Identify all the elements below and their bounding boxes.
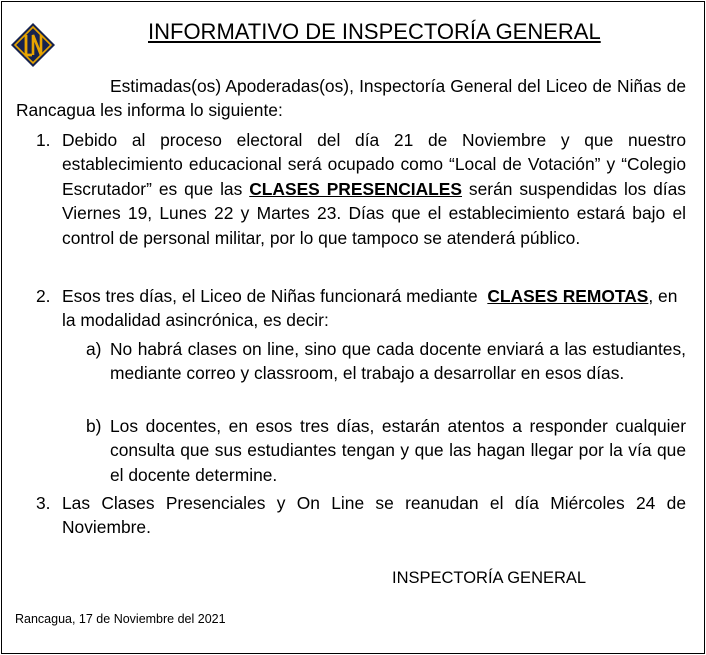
list-item: [62, 284, 686, 333]
item-text: , en la modalidad asincrónica, es decir:: [62, 286, 678, 331]
list-item-number: 3.: [36, 493, 51, 513]
list-item-number: 1.: [36, 130, 51, 150]
place-date: Rancagua, 17 de Noviembre del 2021: [15, 612, 226, 626]
sub-item: No habrá clases on line, sino que cada docente enviará a las estudiantes, mediante correo y classroom, el trabajo a desarrollar en esos días.: [110, 339, 686, 384]
intro-paragraph: Estimadas(os) Apoderadas(os), Inspectoría General del Liceo de Niñas de Rancagua les informa lo siguiente:: [16, 76, 686, 121]
school-logo-icon: [10, 22, 56, 68]
sub-item-letter: a): [86, 339, 102, 359]
item-text: Debido al proceso electoral del día 21 de Noviembre y que nuestro establecimiento educacional será ocupado como “Local de Votación” y “Colegio Escrutador” es que las: [62, 130, 686, 199]
list-item: [62, 128, 686, 250]
sub-item-letter: b): [86, 416, 102, 436]
signature: INSPECTORÍA GENERAL: [392, 569, 587, 587]
list-item-number: 2.: [36, 286, 51, 306]
sub-item: Los docentes, en esos tres días, estarán atentos a responder cualquier consulta que sus estudiantes tengan y que las hagan llegar por la vía que el docente determine.: [110, 416, 686, 485]
item-text: Esos tres días, el Liceo de Niñas funcionará mediante: [62, 286, 488, 306]
page-title: INFORMATIVO DE INSPECTORÍA GENERAL: [148, 19, 601, 44]
item-text: serán suspendidas los días Viernes 19, Lunes 22 y Martes 23. Días que el establecimiento estará bajo el control de personal militar, por lo que tampoco se atenderá público.: [62, 178, 686, 248]
emphasis-clases-presenciales: CLASES PRESENCIALES: [249, 178, 462, 199]
list-item: Las Clases Presenciales y On Line se reanudan el día Miércoles 24 de Noviembre.: [62, 493, 686, 538]
emphasis-clases-remotas: CLASES REMOTAS: [487, 286, 649, 306]
